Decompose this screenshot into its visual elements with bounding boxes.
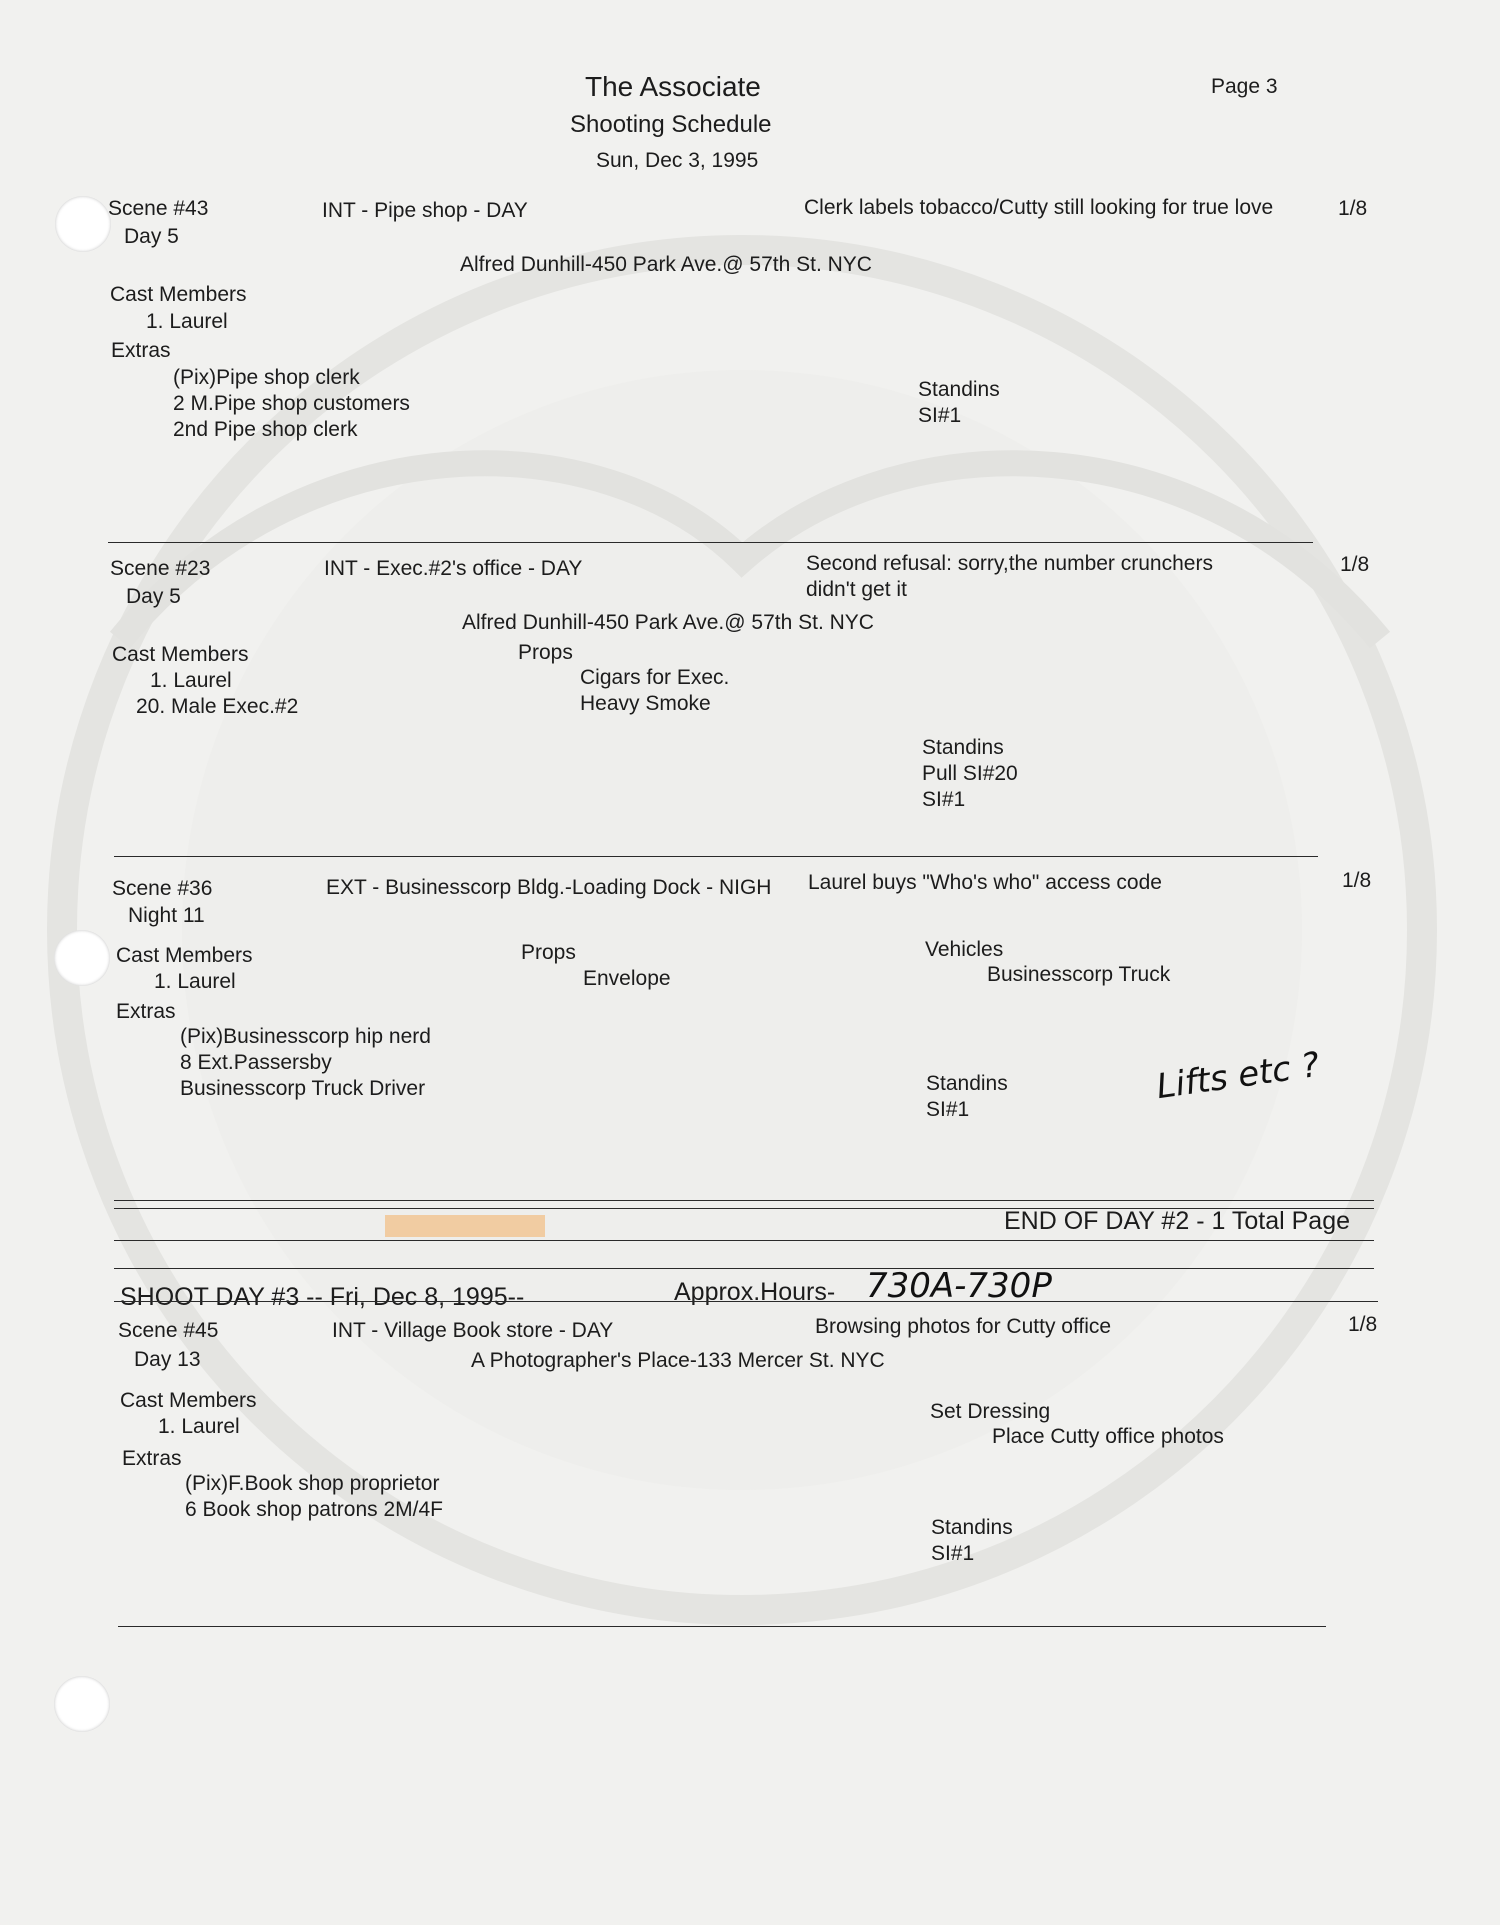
standins-label: Standins	[926, 1072, 1008, 1095]
extra-item: (Pix)F.Book shop proprietor	[185, 1472, 440, 1495]
scene-pages: 1/8	[1338, 197, 1368, 220]
cast-label: Cast Members	[116, 944, 253, 967]
scene-number: Scene #43	[108, 197, 209, 220]
schedule-date: Sun, Dec 3, 1995	[596, 149, 759, 172]
cast-member: 1. Laurel	[154, 970, 236, 993]
standins-label: Standins	[918, 378, 1000, 401]
punch-hole-bottom	[54, 1676, 110, 1732]
cast-member: 1. Laurel	[158, 1415, 240, 1438]
scene-setting: INT - Pipe shop - DAY	[322, 199, 528, 222]
divider	[108, 542, 1313, 543]
document-subtitle: Shooting Schedule	[570, 111, 772, 138]
scene-number: Scene #36	[112, 877, 213, 900]
scene-day: Day 5	[126, 585, 181, 608]
standins-label: Standins	[931, 1516, 1013, 1539]
scene-description: Second refusal: sorry,the number crunchers didn't get it	[806, 552, 1213, 601]
extra-item: 2nd Pipe shop clerk	[173, 418, 358, 441]
divider	[114, 1301, 1378, 1302]
cast-label: Cast Members	[110, 283, 247, 306]
highlight-mark	[385, 1215, 545, 1237]
scene-pages: 1/8	[1340, 553, 1370, 576]
cast-member: 20. Male Exec.#2	[136, 695, 299, 718]
punch-hole-top	[55, 196, 111, 252]
props-label: Props	[518, 641, 573, 664]
extra-item: (Pix)Pipe shop clerk	[173, 366, 360, 389]
page-number: Page 3	[1211, 75, 1278, 98]
scene-day: Day 5	[124, 225, 179, 248]
shoot-day-label: SHOOT DAY #3 -- Fri, Dec 8, 1995--	[120, 1283, 525, 1311]
extra-item: Businesscorp Truck Driver	[180, 1077, 426, 1100]
extras-label: Extras	[116, 1000, 176, 1023]
standins-label: Standins	[922, 736, 1004, 759]
vehicle-item: Businesscorp Truck	[987, 963, 1171, 986]
scene-location: Alfred Dunhill-450 Park Ave.@ 57th St. NYC	[460, 253, 872, 276]
end-of-day-label: END OF DAY #2 - 1 Total Page	[1004, 1207, 1350, 1235]
scene-number: Scene #45	[118, 1319, 219, 1342]
scene-setting: INT - Exec.#2's office - DAY	[324, 557, 583, 580]
scene-pages: 1/8	[1348, 1313, 1378, 1336]
scene-description: Clerk labels tobacco/Cutty still looking for true love	[804, 196, 1274, 219]
scene-description: Laurel buys "Who's who" access code	[808, 871, 1162, 894]
divider	[114, 856, 1318, 857]
cast-member: 1. Laurel	[150, 669, 232, 692]
extra-item: 2 M.Pipe shop customers	[173, 392, 410, 415]
standin-item: SI#1	[926, 1098, 970, 1121]
divider	[114, 1200, 1374, 1201]
punch-hole-middle	[54, 930, 110, 986]
divider	[114, 1240, 1374, 1241]
scene-location: Alfred Dunhill-450 Park Ave.@ 57th St. NYC	[462, 611, 874, 634]
document-title: The Associate	[585, 71, 761, 102]
cast-label: Cast Members	[120, 1389, 257, 1412]
scene-pages: 1/8	[1342, 869, 1372, 892]
prop-item: Heavy Smoke	[580, 692, 711, 715]
scene-day: Night 11	[128, 904, 205, 927]
scene-number: Scene #23	[110, 557, 211, 580]
standin-item: SI#1	[931, 1542, 975, 1565]
standin-item: Pull SI#20	[922, 762, 1018, 785]
extras-label: Extras	[122, 1447, 182, 1470]
cast-member: 1. Laurel	[146, 310, 228, 333]
vehicles-label: Vehicles	[925, 938, 1004, 961]
extra-item: (Pix)Businesscorp hip nerd	[180, 1025, 431, 1048]
scene-setting: INT - Village Book store - DAY	[332, 1319, 614, 1342]
prop-item: Envelope	[583, 967, 671, 990]
props-label: Props	[521, 941, 576, 964]
divider	[118, 1626, 1326, 1627]
scene-day: Day 13	[134, 1348, 201, 1371]
scene-location: A Photographer's Place-133 Mercer St. NYC	[471, 1349, 885, 1372]
cast-label: Cast Members	[112, 643, 249, 666]
handwritten-note: Lifts etc ?	[1154, 1044, 1323, 1108]
divider	[114, 1268, 1374, 1269]
set-dressing-label: Set Dressing	[930, 1400, 1051, 1423]
scene-description: Browsing photos for Cutty office	[815, 1315, 1112, 1338]
standin-item: SI#1	[918, 404, 962, 427]
set-dressing-item: Place Cutty office photos	[992, 1425, 1224, 1448]
scene-setting: EXT - Businesscorp Bldg.-Loading Dock - NIGH	[326, 876, 772, 899]
approx-hours-handwritten: 730A-730P	[866, 1266, 1052, 1306]
extras-label: Extras	[111, 339, 171, 362]
standin-item: SI#1	[922, 788, 966, 811]
extra-item: 8 Ext.Passersby	[180, 1051, 332, 1074]
prop-item: Cigars for Exec.	[580, 666, 730, 689]
approx-hours-label: Approx.Hours-	[674, 1278, 836, 1306]
extra-item: 6 Book shop patrons 2M/4F	[185, 1498, 443, 1521]
